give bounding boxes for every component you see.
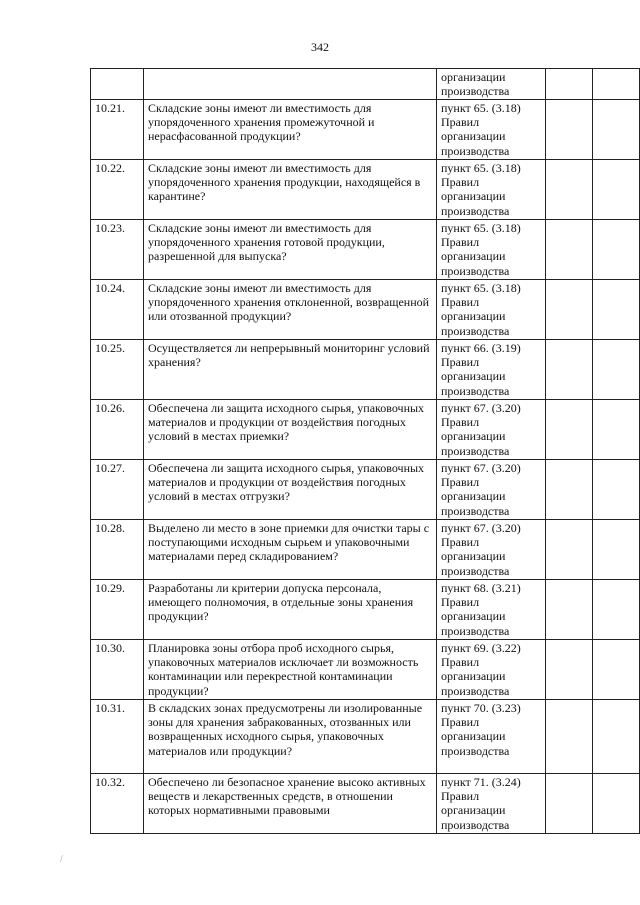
reference-cell: пункт 67. (3.20) Правил организации производства: [437, 460, 546, 520]
answer-cell: [546, 160, 593, 220]
question-cell: Выделено ли место в зоне приемки для очистки тары с поступающими исходным сырьем и упаковочными материалами перед складированием?: [144, 520, 437, 580]
reference-cell: пункт 67. (3.20) Правил организации производства: [437, 520, 546, 580]
question-cell: Складские зоны имеют ли вместимость для упорядоченного хранения промежуточной и нерасфасованной продукции?: [144, 100, 437, 160]
answer-cell: [593, 220, 640, 280]
answer-cell: [593, 280, 640, 340]
item-number: 10.25.: [91, 340, 144, 400]
answer-cell: [546, 460, 593, 520]
reference-cell: пункт 65. (3.18) Правил организации производства: [437, 220, 546, 280]
table-row: [91, 580, 640, 640]
page-number: 342: [311, 40, 329, 54]
question-cell: Планировка зоны отбора проб исходного сырья, упаковочных материалов исключает ли возможность контаминации или перекрестной контаминации продукции?: [144, 640, 437, 700]
table-row: [91, 400, 640, 460]
answer-cell: [593, 640, 640, 700]
answer-cell: [546, 700, 593, 774]
answer-cell: [546, 400, 593, 460]
item-number: 10.30.: [91, 640, 144, 700]
item-number: 10.21.: [91, 100, 144, 160]
item-number: 10.28.: [91, 520, 144, 580]
table-row: [91, 700, 640, 774]
reference-cell: пункт 70. (3.23) Правил организации производства: [437, 700, 546, 774]
question-cell: В складских зонах предусмотрены ли изолированные зоны для хранения забракованных, отозванных или возвращенных исходного сырья, упаковочных материалов или продукции?: [144, 700, 437, 774]
answer-cell: [546, 69, 593, 100]
table-row: [91, 160, 640, 220]
reference-cell: пункт 67. (3.20) Правил организации производства: [437, 400, 546, 460]
answer-cell: [593, 100, 640, 160]
pen-mark: \: [56, 853, 66, 865]
item-number: 10.22.: [91, 160, 144, 220]
reference-cell: пункт 69. (3.22) Правил организации производства: [437, 640, 546, 700]
question-cell: Складские зоны имеют ли вместимость для упорядоченного хранения продукции, находящейся в карантине?: [144, 160, 437, 220]
table-row: [91, 520, 640, 580]
reference-cell: организации производства: [437, 69, 546, 100]
item-number: 10.29.: [91, 580, 144, 640]
question-cell: Складские зоны имеют ли вместимость для упорядоченного хранения отклоненной, возвращенной или отозванной продукции?: [144, 280, 437, 340]
question-cell: Обеспечена ли защита исходного сырья, упаковочных материалов и продукции от воздействия погодных условий в местах приемки?: [144, 400, 437, 460]
table-row: [91, 460, 640, 520]
answer-cell: [593, 340, 640, 400]
answer-cell: [593, 520, 640, 580]
reference-cell: пункт 65. (3.18) Правил организации производства: [437, 160, 546, 220]
question-cell: [144, 69, 437, 100]
reference-cell: пункт 71. (3.24) Правил организации производства: [437, 774, 546, 834]
item-number: 10.31.: [91, 700, 144, 774]
table-row: [91, 774, 640, 834]
answer-cell: [593, 400, 640, 460]
item-number: 10.27.: [91, 460, 144, 520]
question-cell: Обеспечено ли безопасное хранение высоко активных веществ и лекарственных средств, в отношении которых нормативными правовыми: [144, 774, 437, 834]
answer-cell: [593, 700, 640, 774]
table-row: [91, 69, 640, 100]
table-row: [91, 220, 640, 280]
answer-cell: [546, 340, 593, 400]
answer-cell: [593, 160, 640, 220]
checklist-table: [90, 68, 640, 834]
answer-cell: [593, 460, 640, 520]
reference-cell: пункт 65. (3.18) Правил организации производства: [437, 280, 546, 340]
answer-cell: [546, 520, 593, 580]
item-number: [91, 69, 144, 100]
answer-cell: [546, 580, 593, 640]
question-cell: Разработаны ли критерии допуска персонала, имеющего полномочия, в отдельные зоны хранения продукции?: [144, 580, 437, 640]
table-row: [91, 340, 640, 400]
item-number: 10.24.: [91, 280, 144, 340]
reference-cell: пункт 65. (3.18) Правил организации производства: [437, 100, 546, 160]
answer-cell: [546, 640, 593, 700]
question-cell: Складские зоны имеют ли вместимость для упорядоченного хранения готовой продукции, разрешенной для выпуска?: [144, 220, 437, 280]
item-number: 10.23.: [91, 220, 144, 280]
answer-cell: [593, 774, 640, 834]
answer-cell: [546, 220, 593, 280]
question-cell: Осуществляется ли непрерывный мониторинг условий хранения?: [144, 340, 437, 400]
item-number: 10.26.: [91, 400, 144, 460]
answer-cell: [546, 100, 593, 160]
question-cell: Обеспечена ли защита исходного сырья, упаковочных материалов и продукции от воздействия погодных условий в местах отгрузки?: [144, 460, 437, 520]
answer-cell: [546, 280, 593, 340]
item-number: 10.32.: [91, 774, 144, 834]
reference-cell: пункт 66. (3.19) Правил организации производства: [437, 340, 546, 400]
answer-cell: [546, 774, 593, 834]
table-row: [91, 100, 640, 160]
table-row: [91, 640, 640, 700]
reference-cell: пункт 68. (3.21) Правил организации производства: [437, 580, 546, 640]
table-row: [91, 280, 640, 340]
answer-cell: [593, 69, 640, 100]
answer-cell: [593, 580, 640, 640]
